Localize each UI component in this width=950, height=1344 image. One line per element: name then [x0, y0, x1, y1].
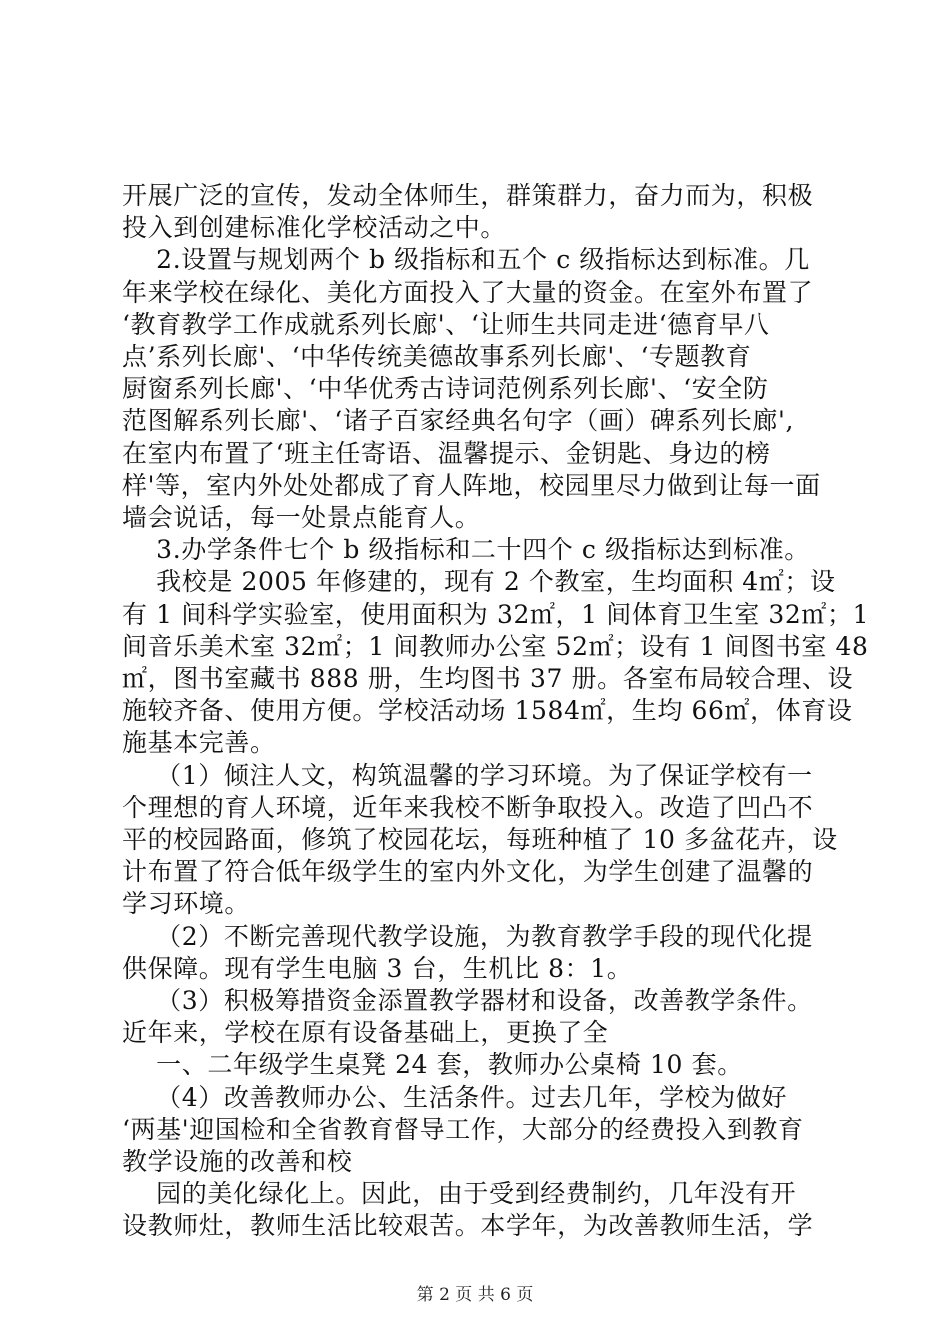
text-line: 样'等，室内外处处都成了育人阵地，校园里尽力做到让每一面	[122, 470, 821, 500]
text-line: （3）积极筹措资金添置教学器材和设备，改善教学条件。	[122, 986, 813, 1015]
text-line: 范图解系列长廊'、‘诸子百家经典名句字（画）碑系列长廊',	[122, 406, 795, 436]
text-line: 园的美化绿化上。因此，由于受到经费制约，几年没有开	[122, 1179, 797, 1209]
page-footer: 第 2 页 共 6 页	[416, 1285, 534, 1305]
text-line: 一、二年级学生桌凳 24 套，教师办公桌椅 10 套。	[122, 1050, 743, 1080]
text-line: 我校是 2005 年修建的，现有 2 个教室，生均面积 4㎡；设	[122, 567, 836, 597]
text-line: ‘两基'迎国检和全省教育督导工作，大部分的经费投入到教育	[122, 1114, 804, 1144]
text-line: 学习环境。	[122, 889, 251, 919]
text-line: 墙会说话，每一处景点能育人。	[122, 503, 481, 532]
text-line: 供保障。现有学生电脑 3 台，生机比 8：1。	[122, 953, 633, 983]
text-line: 设教师灶，教师生活比较艰苦。本学年，为改善教师生活，学	[122, 1211, 814, 1241]
text-line: ‘教育教学工作成就系列长廊'、‘让师生共同走进‘德育早八	[122, 309, 770, 339]
text-line: 开展广泛的宣传，发动全体师生，群策群力，奋力而为，积极	[122, 181, 814, 210]
text-line: 3.办学条件七个 b 级指标和二十四个 c 级指标达到标准。	[122, 535, 810, 565]
text-line: 间音乐美术室 32㎡；1 间教师办公室 52㎡；设有 1 间图书室 48	[122, 631, 869, 661]
text-line: 投入到创建标准化学校活动之中。	[122, 213, 507, 243]
text-line: 有 1 间科学实验室，使用面积为 32㎡，1 间体育卫生室 32㎡；1	[122, 599, 870, 629]
text-line: （4）改善教师办公、生活条件。过去几年，学校为做好	[122, 1082, 788, 1112]
text-line: 个理想的育人环境，近年来我校不断争取投入。改造了凹凸不	[122, 792, 814, 822]
text-line: 在室内布置了‘班主任寄语、温馨提示、金钥匙、身边的榜	[122, 438, 771, 468]
text-line: 平的校园路面，修筑了校园花坛，每班种植了 10 多盆花卉，设	[122, 825, 838, 854]
text-line: 点’系列长廊'、‘中华传统美德故事系列长廊'、‘专题教育	[122, 342, 752, 371]
text-line: 计布置了符合低年级学生的室内外文化，为学生创建了温馨的	[122, 857, 814, 887]
text-line: （2）不断完善现代教学设施，为教育教学手段的现代化提	[122, 921, 813, 951]
text-line: 教学设施的改善和校	[122, 1147, 353, 1176]
text-line: 近年来，学校在原有设备基础上，更换了全	[122, 1018, 609, 1048]
text-line: 厨窗系列长廊'、‘中华优秀古诗词范例系列长廊'、‘安全防	[122, 374, 769, 404]
text-line: 2.设置与规划两个 b 级指标和五个 c 级指标达到标准。几	[122, 245, 810, 275]
text-line: 施较齐备、使用方便。学校活动场 1584㎡，生均 66㎡，体育设	[122, 696, 853, 726]
text-line: 施基本完善。	[122, 728, 276, 758]
text-line: （1）倾注人文，构筑温馨的学习环境。为了保证学校有一	[122, 760, 813, 790]
text-line: ㎡，图书室藏书 888 册，生均图书 37 册。各室布局较合理、设	[122, 664, 854, 693]
text-line: 年来学校在绿化、美化方面投入了大量的资金。在室外布置了	[122, 277, 814, 307]
